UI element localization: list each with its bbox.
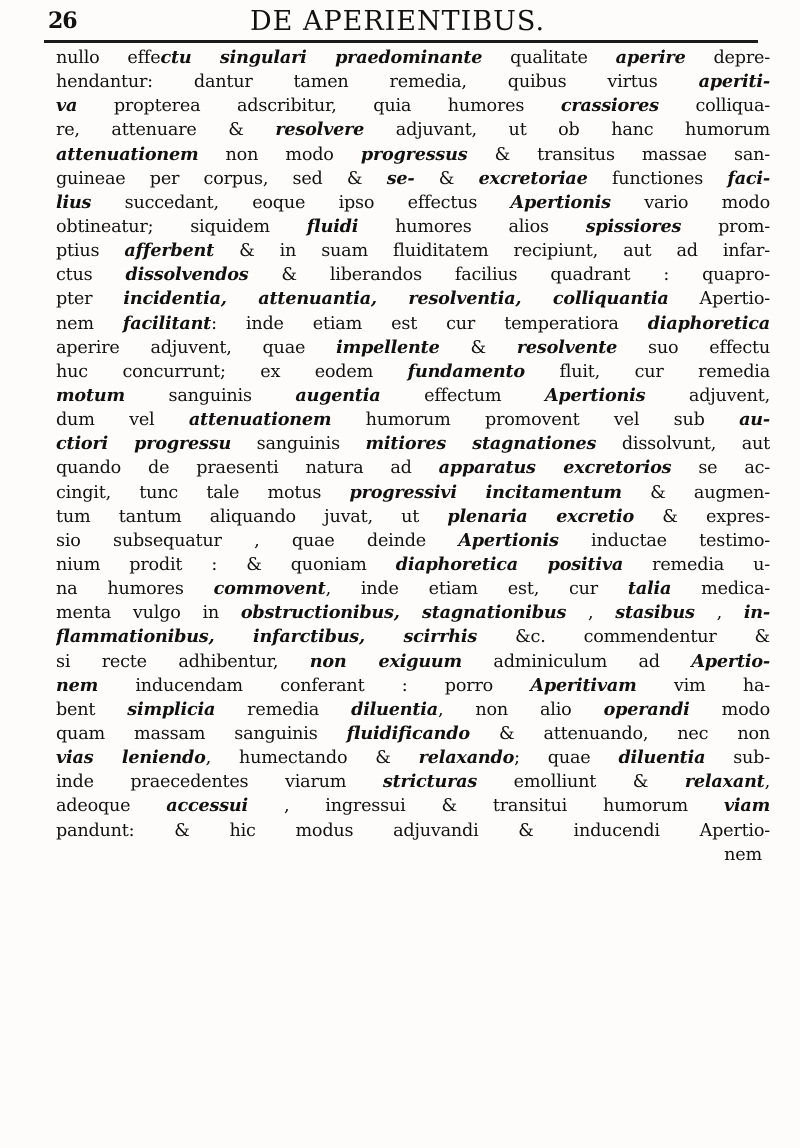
text-line: obtineatur; siquidem fluidi humores alios spissiores prom- (56, 215, 770, 237)
running-head: DE APERIENTIBUS. (250, 6, 546, 37)
text-line: aperire adjuvent, quae impellente & resolvente suo effectu (56, 336, 770, 358)
text-line: tum tantum aliquando juvat, ut plenaria excretio & expres- (56, 505, 770, 527)
text-line: attenuationem non modo progressus & transitus massae san- (56, 143, 770, 165)
body-text (56, 46, 770, 867)
text-line: nullo effectu singulari praedominante qualitate aperire depre- (56, 47, 770, 68)
header-rule (44, 40, 758, 43)
text-line: si recte adhibentur, non exiguum adminiculum ad Apertio- (56, 650, 770, 672)
text-line: nem (724, 844, 762, 865)
text-line: pandunt: & hic modus adjuvandi & inducendi Apertio- (56, 820, 770, 841)
text-line: va propterea adscribitur, quia humores crassiores colliqua- (56, 95, 770, 117)
text-line: quando de praesenti natura ad apparatus excretorios se ac- (56, 457, 770, 479)
page-number: 26 (48, 8, 77, 34)
text-line: adeoque accessui , ingressui & transitui humorum viam (56, 795, 770, 817)
text-line: inde praecedentes viarum stricturas emolliunt & relaxant, (56, 771, 770, 793)
text-line: hendantur: dantur tamen remedia, quibus virtus aperiti- (56, 71, 770, 93)
text-line: dum vel attenuationem humorum promovent vel sub au- (56, 409, 770, 431)
text-line: vias leniendo, humectando & relaxando; quae diluentia sub- (56, 747, 770, 769)
text-line: bent simplicia remedia diluentia, non alio operandi modo (56, 698, 770, 720)
text-line: nium prodit : & quoniam diaphoretica positiva remedia u- (56, 553, 770, 575)
text-line: quam massam sanguinis fluidificando & attenuando, nec non (56, 722, 770, 744)
page-header (40, 4, 760, 40)
text-line: lius succedant, eoque ipso effectus Apertionis vario modo (56, 191, 770, 213)
text-line: ctiori progressu sanguinis mitiores stagnationes dissolvunt, aut (56, 433, 770, 455)
text-line: nem inducendam conferant : porro Aperitivam vim ha- (56, 674, 770, 696)
text-line: cingit, tunc tale motus progressivi incitamentum & augmen- (56, 481, 770, 503)
text-line: flammationibus, infarctibus, scirrhis &c. commendentur & (56, 626, 770, 648)
text-line: re, attenuare & resolvere adjuvant, ut ob hanc humorum (56, 119, 770, 141)
text-line: na humores commovent, inde etiam est, cur talia medica- (56, 578, 770, 600)
text-line: pter incidentia, attenuantia, resolventia, colliquantia Apertio- (56, 288, 770, 310)
text-line: menta vulgo in obstructionibus, stagnationibus , stasibus , in- (56, 602, 770, 624)
text-line: ptius afferbent & in suam fluiditatem recipiunt, aut ad infar- (56, 240, 770, 262)
text-line: motum sanguinis augentia effectum Apertionis adjuvent, (56, 384, 770, 406)
text-line: nem facilitant: inde etiam est cur temperatiora diaphoretica (56, 312, 770, 334)
text-line: ctus dissolvendos & liberandos facilius quadrant : quapro- (56, 264, 770, 286)
text-line: sio subsequatur , quae deinde Apertionis inductae testimo- (56, 529, 770, 551)
text-line: guineae per corpus, sed & se- & excretoriae functiones faci- (56, 167, 770, 189)
text-line: huc concurrunt; ex eodem fundamento fluit, cur remedia (56, 360, 770, 382)
